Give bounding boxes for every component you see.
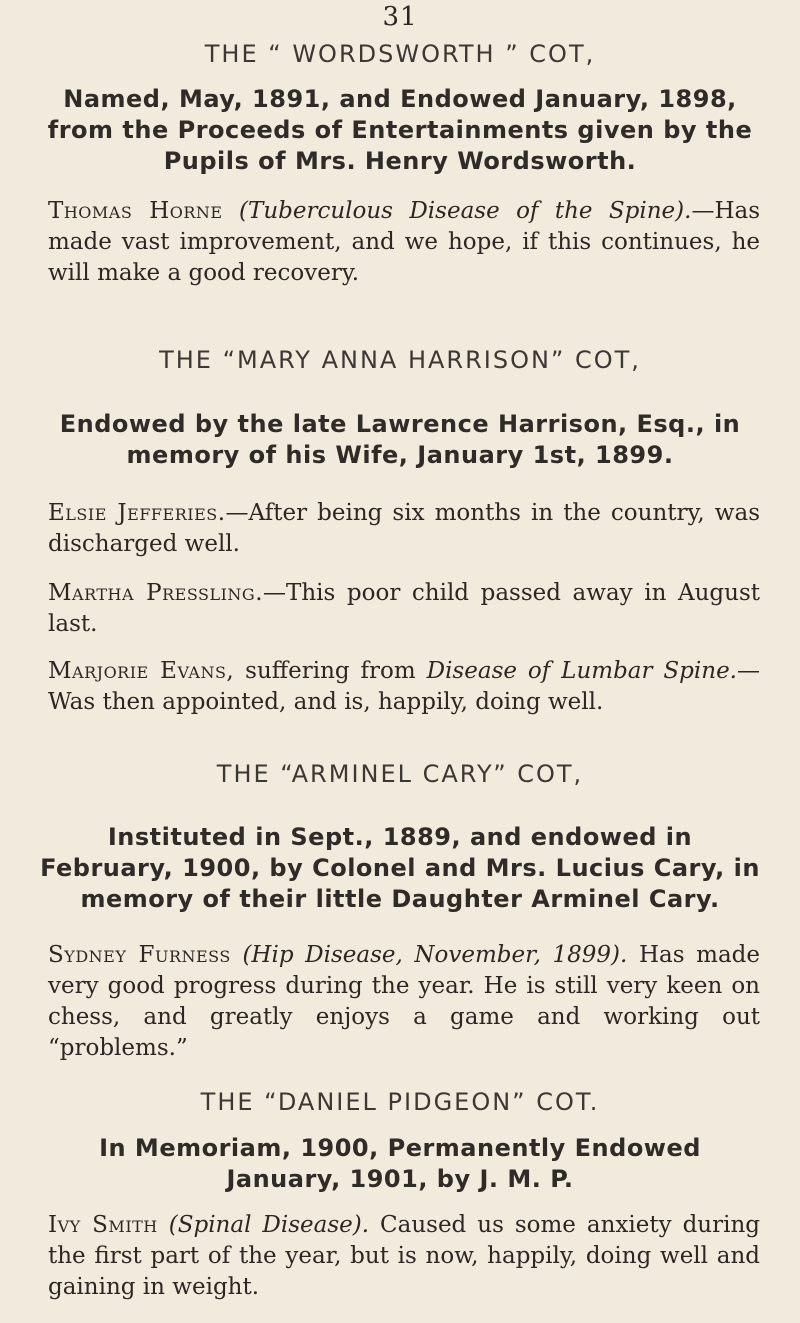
patient-report: —Was then appointed, and is, happily, doing well. (48, 658, 760, 715)
patient-entry (48, 656, 760, 718)
patient-disease: Disease of Lumbar Spine. (426, 658, 737, 684)
patient-entry (48, 196, 760, 289)
section-heading-daniel-pidgeon-cot: THE “DANIEL PIDGEON” COT. (200, 1088, 600, 1116)
patient-name: Martha Pressling. (48, 580, 264, 606)
section-subheading-mary-anna-harrison-cot: Endowed by the late Lawrence Harrison, Esq., in memory of his Wife, January 1st, 1899. (59, 410, 741, 469)
page-number: 31 (382, 2, 418, 32)
patient-report: Has made very good progress during the year. He is still very keen on chess, and greatly enjoys a game and working out “problems.” (48, 942, 761, 1061)
patient-entry (48, 1210, 760, 1303)
patient-report-lead: suffering from (234, 658, 427, 684)
patient-name: Thomas Horne (48, 198, 223, 224)
patient-report: —Has made vast improvement, and we hope, if this continues, he will make a good recovery. (48, 198, 761, 286)
section-subheading-wordsworth-cot: Named, May, 1891, and Endowed January, 1898, from the Proceeds of Entertainments given by the Pupils of Mrs. Henry Wordsworth. (47, 85, 753, 175)
section-subheading-arminel-cary-cot: Instituted in Sept., 1889, and endowed in February, 1900, by Colonel and Mrs. Lucius Cary, in memory of their little Daughter Arminel Cary. (40, 823, 760, 913)
patient-disease: (Hip Disease, November, 1899). (242, 942, 628, 968)
section-subheading-daniel-pidgeon-cot: In Memoriam, 1900, Permanently Endowed January, 1901, by J. M. P. (99, 1134, 701, 1193)
patient-disease: (Tuberculous Disease of the Spine). (239, 198, 692, 224)
section-heading-arminel-cary-cot: THE “ARMINEL CARY” COT, (216, 760, 584, 788)
patient-report: —This poor child passed away in August last. (48, 580, 760, 637)
patient-report: —After being six months in the country, was discharged well. (48, 500, 760, 557)
section-heading-mary-anna-harrison-cot: THE “MARY ANNA HARRISON” COT, (159, 346, 641, 374)
patient-name: Marjorie Evans, (48, 658, 235, 684)
patient-name: Elsie Jefferies. (48, 500, 226, 526)
patient-name: Sydney Furness (48, 942, 231, 968)
patient-entry (48, 940, 760, 1064)
section-heading-wordsworth-cot: THE “ WORDSWORTH ” COT, (204, 40, 596, 68)
patient-report: Caused us some anxiety during the first part of the year, but is now, happily, doing well and gaining in weight. (48, 1212, 760, 1300)
patient-entry (48, 498, 760, 560)
patient-disease: (Spinal Disease). (168, 1212, 370, 1238)
patient-entry (48, 578, 760, 640)
patient-name: Ivy Smith (48, 1212, 158, 1238)
